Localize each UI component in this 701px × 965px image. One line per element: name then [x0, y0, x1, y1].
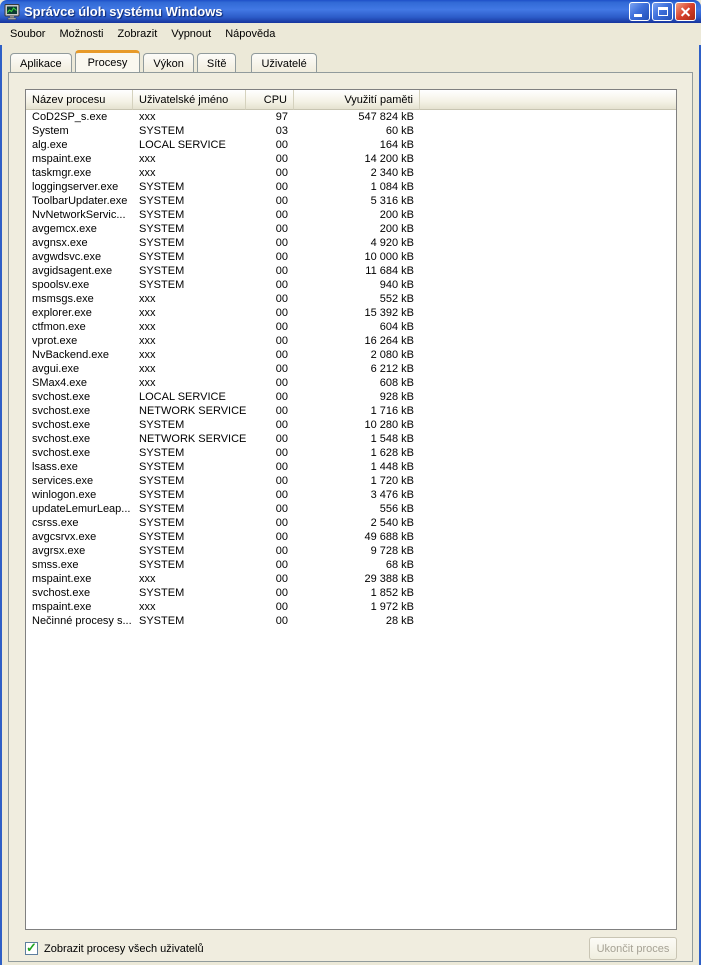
column-header-process-name[interactable]: Název procesu: [26, 90, 133, 110]
cell-cpu: 00: [275, 517, 288, 529]
cell-cpu: 00: [275, 475, 288, 487]
process-row[interactable]: [26, 460, 676, 474]
cell-process-name: avgidsagent.exe: [32, 265, 113, 277]
cell-user-name: xxx: [139, 573, 156, 585]
window-title: Správce úloh systému Windows: [24, 4, 223, 19]
cell-process-name: updateLemurLeap...: [32, 503, 131, 515]
tab-strip: [0, 45, 701, 73]
cell-process-name: svchost.exe: [32, 587, 91, 599]
checkbox-box: [25, 942, 38, 955]
cell-memory: 556 kB: [379, 503, 414, 515]
column-header-cpu[interactable]: CPU: [246, 90, 294, 110]
cell-memory: 1 448 kB: [370, 461, 414, 473]
cell-user-name: xxx: [139, 349, 156, 361]
menu-item-zobrazit[interactable]: Zobrazit: [117, 28, 158, 40]
process-row[interactable]: [26, 502, 676, 516]
bottom-bar: [25, 937, 677, 960]
cell-user-name: NETWORK SERVICE: [139, 405, 246, 417]
process-row[interactable]: [26, 278, 676, 292]
cell-process-name: csrss.exe: [32, 517, 79, 529]
cell-memory: 2 080 kB: [370, 349, 414, 361]
processes-tab-page: [8, 72, 693, 962]
cell-memory: 6 212 kB: [370, 363, 414, 375]
process-row[interactable]: [26, 544, 676, 558]
cell-user-name: SYSTEM: [139, 615, 185, 627]
process-row[interactable]: [26, 222, 676, 236]
cell-cpu: 00: [275, 419, 288, 431]
cell-cpu: 00: [275, 615, 288, 627]
process-row[interactable]: [26, 194, 676, 208]
cell-cpu: 00: [275, 307, 288, 319]
window-border-left: [0, 23, 2, 965]
cell-user-name: SYSTEM: [139, 419, 185, 431]
checkmark-icon: ✓: [26, 940, 37, 955]
cell-cpu: 00: [275, 545, 288, 557]
cell-user-name: SYSTEM: [139, 181, 185, 193]
cell-cpu: 00: [275, 181, 288, 193]
cell-process-name: avgwdsvc.exe: [32, 251, 102, 263]
cell-memory: 16 264 kB: [364, 335, 414, 347]
cell-user-name: xxx: [139, 377, 156, 389]
cell-cpu: 00: [275, 363, 288, 375]
cell-user-name: xxx: [139, 307, 156, 319]
cell-cpu: 00: [275, 447, 288, 459]
cell-memory: 1 852 kB: [370, 587, 414, 599]
cell-memory: 1 716 kB: [370, 405, 414, 417]
cell-memory: 552 kB: [379, 293, 414, 305]
cell-process-name: mspaint.exe: [32, 573, 92, 585]
cell-process-name: taskmgr.exe: [32, 167, 92, 179]
cell-process-name: svchost.exe: [32, 419, 91, 431]
cell-cpu: 00: [275, 223, 288, 235]
process-row[interactable]: [26, 166, 676, 180]
cell-cpu: 00: [275, 139, 288, 151]
cell-process-name: alg.exe: [32, 139, 68, 151]
cell-process-name: explorer.exe: [32, 307, 92, 319]
process-row[interactable]: [26, 292, 676, 306]
process-list-header: [26, 90, 676, 110]
process-row[interactable]: [26, 558, 676, 572]
cell-memory: 3 476 kB: [370, 489, 414, 501]
process-row[interactable]: [26, 446, 676, 460]
cell-memory: 49 688 kB: [364, 531, 414, 543]
cell-user-name: SYSTEM: [139, 447, 185, 459]
process-list-body: [26, 110, 676, 929]
tab-site[interactable]: Sítě: [197, 53, 237, 73]
cell-cpu: 00: [275, 293, 288, 305]
process-row[interactable]: [26, 320, 676, 334]
cell-memory: 1 084 kB: [370, 181, 414, 193]
column-header-user-name[interactable]: Uživatelské jméno: [133, 90, 246, 110]
cell-user-name: xxx: [139, 321, 156, 333]
tab-procesy[interactable]: Procesy: [75, 50, 141, 74]
show-all-users-checkbox[interactable]: [25, 942, 204, 955]
cell-process-name: Nečinné procesy s...: [32, 615, 132, 627]
process-row[interactable]: [26, 572, 676, 586]
cell-process-name: avgui.exe: [32, 363, 80, 375]
process-row[interactable]: [26, 586, 676, 600]
process-row[interactable]: [26, 404, 676, 418]
process-row[interactable]: [26, 614, 676, 628]
cell-process-name: mspaint.exe: [32, 153, 92, 165]
tab-aplikace[interactable]: Aplikace: [10, 53, 72, 73]
column-header-filler: [420, 90, 676, 110]
cell-user-name: SYSTEM: [139, 265, 185, 277]
cell-memory: 11 684 kB: [365, 265, 414, 277]
cell-memory: 28 kB: [385, 615, 414, 627]
cell-process-name: winlogon.exe: [32, 489, 97, 501]
process-row[interactable]: [26, 348, 676, 362]
cell-memory: 2 340 kB: [370, 167, 414, 179]
cell-user-name: xxx: [139, 153, 156, 165]
cell-user-name: SYSTEM: [139, 517, 185, 529]
cell-memory: 2 540 kB: [370, 517, 414, 529]
process-row[interactable]: [26, 516, 676, 530]
cell-cpu: 00: [275, 391, 288, 403]
cell-process-name: spoolsv.exe: [32, 279, 90, 291]
process-list: [25, 89, 677, 930]
cell-user-name: xxx: [139, 601, 156, 613]
menu-item-napoveda[interactable]: Nápověda: [225, 28, 276, 40]
cell-user-name: SYSTEM: [139, 545, 185, 557]
cell-user-name: xxx: [139, 335, 156, 347]
cell-memory: 547 824 kB: [358, 111, 414, 123]
maximize-button[interactable]: [652, 2, 673, 21]
process-row[interactable]: [26, 152, 676, 166]
cell-memory: 608 kB: [379, 377, 414, 389]
cell-cpu: 03: [275, 125, 288, 137]
cell-cpu: 00: [275, 587, 288, 599]
cell-user-name: SYSTEM: [139, 251, 185, 263]
show-all-users-label: Zobrazit procesy všech uživatelů: [44, 942, 204, 955]
process-row[interactable]: [26, 418, 676, 432]
close-button[interactable]: [675, 2, 696, 21]
cell-user-name: SYSTEM: [139, 559, 185, 571]
cell-process-name: smss.exe: [32, 559, 79, 571]
cell-cpu: 00: [275, 601, 288, 613]
process-row[interactable]: [26, 334, 676, 348]
title-bar[interactable]: [0, 0, 701, 23]
cell-process-name: avgnsx.exe: [32, 237, 88, 249]
cell-process-name: avgemcx.exe: [32, 223, 97, 235]
cell-process-name: NvBackend.exe: [32, 349, 110, 361]
process-row[interactable]: [26, 488, 676, 502]
cell-user-name: NETWORK SERVICE: [139, 433, 246, 445]
maximize-icon: [658, 7, 668, 16]
cell-memory: 14 200 kB: [364, 153, 414, 165]
cell-memory: 68 kB: [385, 559, 414, 571]
cell-memory: 1 628 kB: [370, 447, 414, 459]
menu-item-vypnout[interactable]: Vypnout: [171, 28, 212, 40]
process-row[interactable]: [26, 306, 676, 320]
cell-memory: 1 972 kB: [370, 601, 414, 613]
menu-item-soubor[interactable]: Soubor: [10, 28, 46, 40]
cell-memory: 29 388 kB: [364, 573, 414, 585]
cell-process-name: svchost.exe: [32, 447, 91, 459]
cell-memory: 940 kB: [379, 279, 414, 291]
cell-process-name: SMax4.exe: [32, 377, 88, 389]
cell-user-name: SYSTEM: [139, 195, 185, 207]
cell-process-name: mspaint.exe: [32, 601, 92, 613]
cell-process-name: loggingserver.exe: [32, 181, 119, 193]
cell-user-name: SYSTEM: [139, 125, 185, 137]
cell-memory: 60 kB: [385, 125, 414, 137]
cell-cpu: 00: [275, 489, 288, 501]
cell-cpu: 00: [275, 335, 288, 347]
cell-cpu: 00: [275, 195, 288, 207]
cell-user-name: SYSTEM: [139, 503, 185, 515]
cell-memory: 1 548 kB: [370, 433, 414, 445]
cell-cpu: 00: [275, 531, 288, 543]
end-process-button[interactable]: Ukončit proces: [589, 937, 677, 960]
process-row[interactable]: [26, 124, 676, 138]
cell-memory: 164 kB: [379, 139, 414, 151]
cell-process-name: lsass.exe: [32, 461, 78, 473]
process-row[interactable]: [26, 236, 676, 250]
cell-memory: 5 316 kB: [370, 195, 414, 207]
process-row[interactable]: [26, 474, 676, 488]
cell-cpu: 00: [275, 405, 288, 417]
cell-memory: 10 000 kB: [364, 251, 414, 263]
cell-cpu: 00: [275, 321, 288, 333]
cell-user-name: SYSTEM: [139, 209, 185, 221]
cell-user-name: SYSTEM: [139, 237, 185, 249]
process-row[interactable]: [26, 362, 676, 376]
cell-process-name: ToolbarUpdater.exe: [32, 195, 128, 207]
tab-vykon[interactable]: Výkon: [143, 53, 194, 73]
cell-process-name: CoD2SP_s.exe: [32, 111, 108, 123]
cell-process-name: NvNetworkServic...: [32, 209, 126, 221]
process-row[interactable]: [26, 376, 676, 390]
process-row[interactable]: [26, 600, 676, 614]
cell-cpu: 00: [275, 349, 288, 361]
cell-cpu: 00: [275, 433, 288, 445]
process-row[interactable]: [26, 208, 676, 222]
menu-item-moznosti[interactable]: Možnosti: [59, 28, 104, 40]
tab-uzivatele[interactable]: Uživatelé: [251, 53, 316, 73]
cell-memory: 200 kB: [379, 209, 414, 221]
cell-cpu: 00: [275, 461, 288, 473]
cell-cpu: 00: [275, 251, 288, 263]
process-row[interactable]: [26, 390, 676, 404]
process-row[interactable]: [26, 180, 676, 194]
process-row[interactable]: [26, 110, 676, 124]
cell-cpu: 00: [275, 167, 288, 179]
cell-cpu: 00: [275, 237, 288, 249]
cell-memory: 604 kB: [379, 321, 414, 333]
cell-cpu: 00: [275, 153, 288, 165]
cell-cpu: 00: [275, 377, 288, 389]
cell-cpu: 00: [275, 265, 288, 277]
cell-user-name: xxx: [139, 293, 156, 305]
process-row[interactable]: [26, 264, 676, 278]
cell-user-name: xxx: [139, 167, 156, 179]
cell-memory: 10 280 kB: [364, 419, 414, 431]
cell-cpu: 97: [275, 111, 288, 123]
cell-process-name: System: [32, 125, 69, 137]
cell-memory: 9 728 kB: [370, 545, 414, 557]
cell-process-name: svchost.exe: [32, 405, 91, 417]
cell-process-name: svchost.exe: [32, 391, 91, 403]
cell-user-name: SYSTEM: [139, 531, 185, 543]
cell-cpu: 00: [275, 559, 288, 571]
process-row[interactable]: [26, 250, 676, 264]
cell-user-name: xxx: [139, 363, 156, 375]
cell-cpu: 00: [275, 573, 288, 585]
cell-memory: 1 720 kB: [370, 475, 414, 487]
cell-process-name: svchost.exe: [32, 433, 91, 445]
cell-user-name: LOCAL SERVICE: [139, 139, 226, 151]
minimize-button[interactable]: [629, 2, 650, 21]
cell-user-name: SYSTEM: [139, 587, 185, 599]
column-header-memory[interactable]: Využití paměti: [294, 90, 420, 110]
process-row[interactable]: [26, 530, 676, 544]
cell-user-name: SYSTEM: [139, 489, 185, 501]
cell-memory: 15 392 kB: [364, 307, 414, 319]
cell-process-name: vprot.exe: [32, 335, 78, 347]
cell-cpu: 00: [275, 503, 288, 515]
cell-user-name: SYSTEM: [139, 223, 185, 235]
process-row[interactable]: [26, 138, 676, 152]
cell-process-name: services.exe: [32, 475, 94, 487]
cell-process-name: avgrsx.exe: [32, 545, 86, 557]
task-manager-icon: [4, 4, 20, 20]
cell-cpu: 00: [275, 209, 288, 221]
cell-user-name: SYSTEM: [139, 475, 185, 487]
cell-process-name: msmsgs.exe: [32, 293, 94, 305]
cell-user-name: xxx: [139, 111, 156, 123]
cell-process-name: ctfmon.exe: [32, 321, 86, 333]
cell-user-name: SYSTEM: [139, 461, 185, 473]
process-row[interactable]: [26, 432, 676, 446]
cell-memory: 4 920 kB: [370, 237, 414, 249]
cell-user-name: LOCAL SERVICE: [139, 391, 226, 403]
menu-bar: [0, 23, 701, 45]
cell-memory: 200 kB: [379, 223, 414, 235]
minimize-icon: [634, 14, 642, 17]
cell-user-name: SYSTEM: [139, 279, 185, 291]
cell-cpu: 00: [275, 279, 288, 291]
cell-process-name: avgcsrvx.exe: [32, 531, 97, 543]
cell-memory: 928 kB: [379, 391, 414, 403]
